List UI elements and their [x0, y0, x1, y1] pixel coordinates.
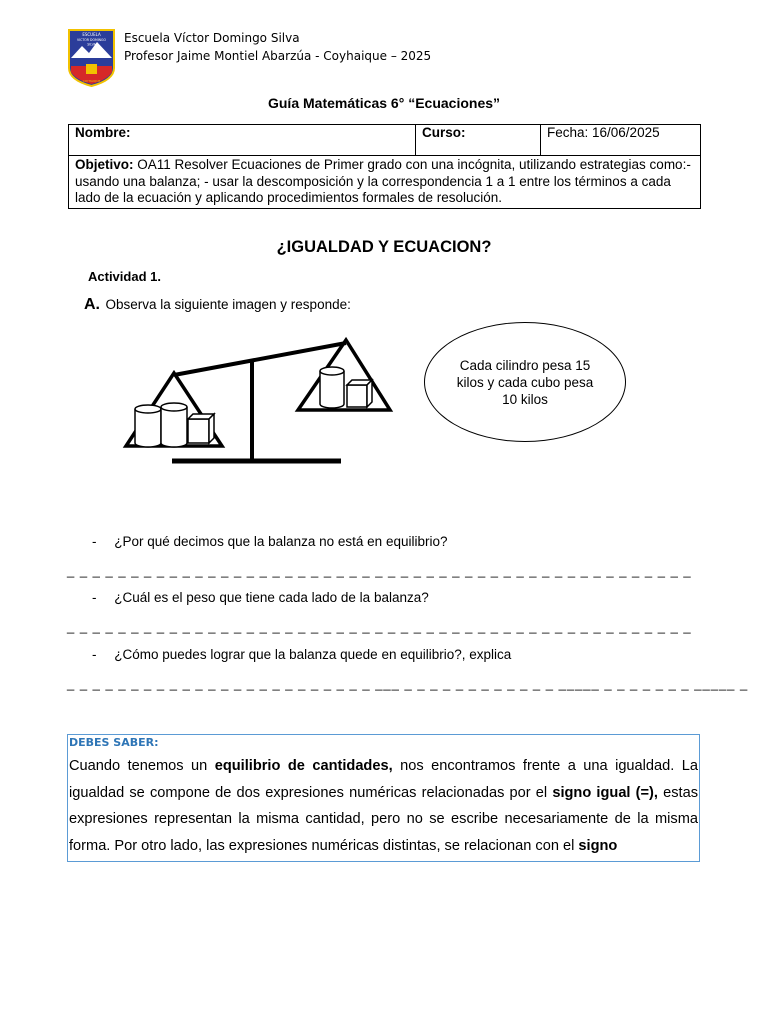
- cylinder-top: [135, 405, 161, 413]
- answer-line-3[interactable]: _ _ _ _ _ _ _ _ _ _ _ _ _ _ _ _ _ _ _ _ _ _ _ _ ___ _ _ _ _ _ _ _ _ _ _ _ _ _____ _ _ _ _ _ _ _ _____ _: [67, 676, 749, 691]
- cylinder: [161, 407, 187, 447]
- question-1: [92, 534, 447, 549]
- bold-run: signo: [578, 837, 618, 854]
- activity-instruction-line: [84, 296, 351, 314]
- left-weights: [135, 403, 214, 447]
- activity-title: Actividad 1.: [88, 269, 161, 284]
- section-title: ¿IGUALDAD Y ECUACION?: [276, 238, 492, 256]
- cylinder: [320, 371, 344, 408]
- text-run: Cuando tenemos un: [69, 758, 215, 774]
- activity-instruction: Observa la siguiente imagen y responde:: [105, 297, 351, 312]
- logo-text-bottom: COYHAIQUE: [82, 79, 101, 83]
- question-bullet: -: [92, 647, 97, 662]
- date-cell: [541, 125, 701, 156]
- objective-text: OA11 Resolver Ecuaciones de Primer grado con una incógnita, utilizando estrategias como:- usando una balanza; - usar la descomposición y la correspondencia 1 a 1 entre los términos a cada lado de la ecuación y aplicando procedimientos formales de resolución.: [75, 157, 691, 205]
- cylinder: [135, 409, 161, 447]
- school-name: Escuela Víctor Domingo Silva: [124, 31, 300, 45]
- weights-info-ellipse: [424, 322, 626, 442]
- course-label: Curso:: [422, 125, 466, 140]
- question-text: ¿Cómo puedes lograr que la balanza quede en equilibrio?, explica: [114, 647, 512, 662]
- question-bullet: -: [92, 534, 97, 549]
- weights-info-text: Cada cilindro pesa 15 kilos y cada cubo pesa 10 kilos: [456, 357, 594, 407]
- right-weights: [320, 367, 372, 408]
- info-table: [68, 124, 701, 209]
- objective-cell: [69, 156, 701, 209]
- question-text: ¿Por qué decimos que la balanza no está en equilibrio?: [114, 534, 448, 549]
- course-cell[interactable]: [416, 125, 541, 156]
- text-run: nos encontramos frente a una igualdad. La igualdad se compone de dos expresiones numéricas relacionadas por el: [69, 758, 699, 801]
- cylinder-top: [320, 367, 344, 375]
- cube-side: [209, 414, 214, 443]
- logo-text-top: ESCUELA: [82, 32, 101, 37]
- teacher-line: Profesor Jaime Montiel Abarzúa - Coyhaique – 2025: [124, 49, 432, 63]
- cube: [188, 419, 209, 443]
- text-run: estas expresiones representan la misma cantidad, pero no se escribe necesariamente de la misma forma. Por otro lado, las expresiones numéricas distintas, se relacionan con el: [69, 784, 699, 854]
- debes-saber-heading: DEBES SABER:: [69, 736, 159, 749]
- answer-line-2[interactable]: _ _ _ _ _ _ _ _ _ _ _ _ _ _ _ _ _ _ _ _ _ _ _ _ _ _ _ _ _ _ _ _ _ _ _ _ _ _ _ _ _ _ _ _ _ _ _ _ _: [67, 619, 692, 634]
- cylinder-top: [161, 403, 187, 411]
- school-logo: [67, 28, 116, 87]
- bold-run: equilibrio de cantidades,: [214, 758, 393, 774]
- name-cell[interactable]: [69, 125, 416, 156]
- question-3: [92, 647, 511, 662]
- answer-line-1[interactable]: _ _ _ _ _ _ _ _ _ _ _ _ _ _ _ _ _ _ _ _ _ _ _ _ _ _ _ _ _ _ _ _ _ _ _ _ _ _ _ _ _ _ _ _ _ _ _ _ _: [67, 563, 692, 578]
- activity-letter: A.: [84, 296, 100, 313]
- debes-saber-box: [67, 734, 700, 862]
- cube: [347, 385, 367, 407]
- balance-scale-image: [118, 330, 403, 470]
- question-2: [92, 590, 429, 605]
- bold-run: signo igual (=),: [552, 784, 658, 801]
- date-text: Fecha: 16/06/2025: [547, 125, 660, 140]
- page-title: Guía Matemáticas 6° “Ecuaciones”: [267, 95, 501, 111]
- logo-text-mid: VICTOR DOMINGO: [76, 38, 107, 42]
- objective-label: Objetivo:: [75, 157, 134, 172]
- debes-saber-text: [69, 753, 698, 859]
- cube-side: [367, 380, 372, 407]
- question-bullet: -: [92, 590, 97, 605]
- question-text: ¿Cuál es el peso que tiene cada lado de la balanza?: [114, 590, 429, 605]
- name-label: Nombre:: [75, 125, 131, 140]
- logo-text-low: SILVA: [87, 42, 96, 47]
